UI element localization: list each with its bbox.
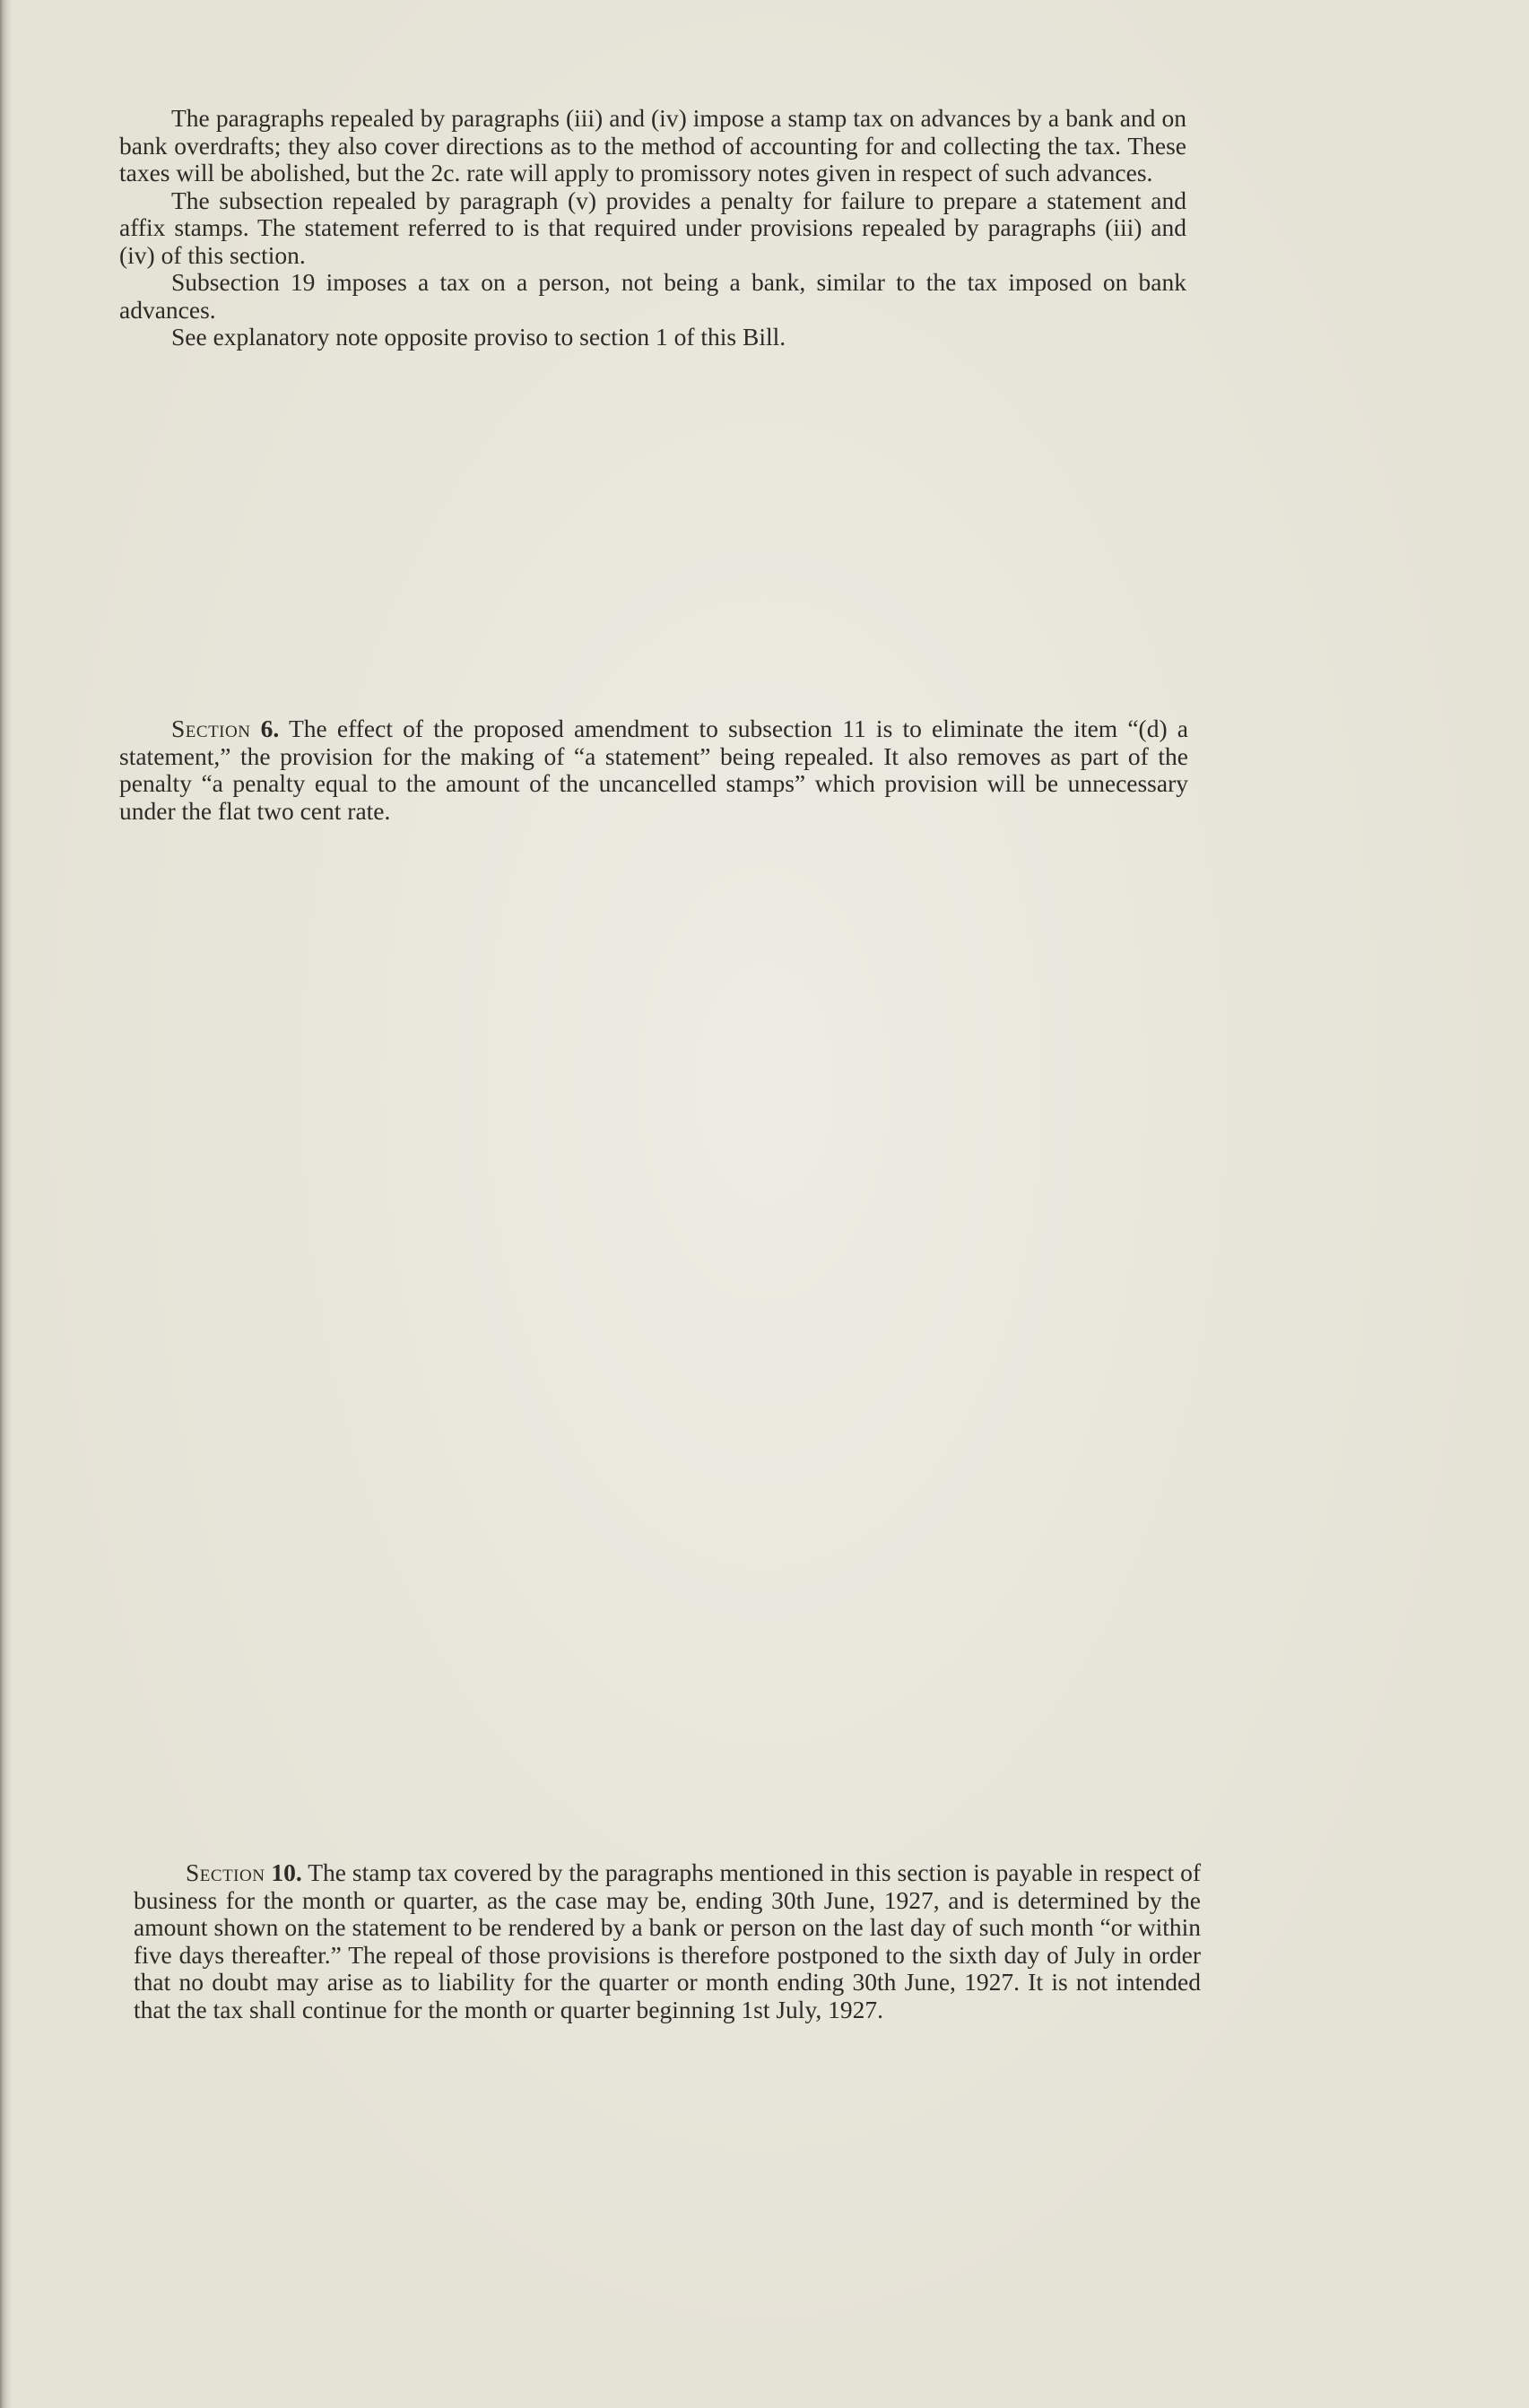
section-6-note — [119, 715, 1188, 825]
section-6-number: 6. — [260, 715, 280, 742]
note-paragraph-2: The subsection repealed by paragraph (v) provides a penalty for failure to prepare a statement and affix stamps. The statement referred to is that required under provisions repealed by paragraphs (iii) and (iv) of this section. — [119, 186, 1186, 269]
section-6-text: The effect of the proposed amendment to subsection 11 is to eliminate the item “(d) a statement,” the provision for the making of “a statement” being repealed. It also removes as part of the penalty “a penalty equal to the amount of the uncancelled stamps” which provision will be unnecessary under the flat two cent rate. — [119, 715, 1188, 825]
note-paragraph-1: The paragraphs repealed by paragraphs (iii) and (iv) impose a stamp tax on advances by a bank and on bank overdrafts; they also cover directions as to the method of accounting for and collecting the tax. These taxes will be abolished, but the 2c. rate will apply to promissory notes given in respect of such advances. — [119, 104, 1186, 186]
section-10-label: Section — [186, 1858, 265, 1886]
section-10-number: 10. — [271, 1858, 302, 1886]
section-10-text: The stamp tax covered by the paragraphs mentioned in this section is payable in respect of business for the month or quarter, as the case may be, ending 30th June, 1927, and is determined by the amount shown on the statement to be rendered by a bank or person on the last day of such month “or within five days thereafter.” The repeal of those provisions is therefore postponed to the sixth day of July in order that no doubt may arise as to liability for the quarter or month ending 30th June, 1927. It is not intended that the tax shall continue for the month or quarter beginning 1st July, 1927. — [134, 1858, 1201, 2023]
note-paragraph-3: Subsection 19 imposes a tax on a person, not being a bank, similar to the tax imposed on bank advances. — [119, 268, 1186, 324]
section-10-note — [134, 1859, 1201, 2023]
section-6-paragraph — [119, 715, 1188, 825]
section-6-label: Section — [171, 715, 251, 742]
note-paragraph-4: See explanatory note opposite proviso to section 1 of this Bill. — [171, 323, 786, 351]
explanatory-notes-top — [119, 105, 1186, 351]
section-10-paragraph — [134, 1859, 1201, 2023]
page-binding-edge — [0, 0, 13, 2408]
